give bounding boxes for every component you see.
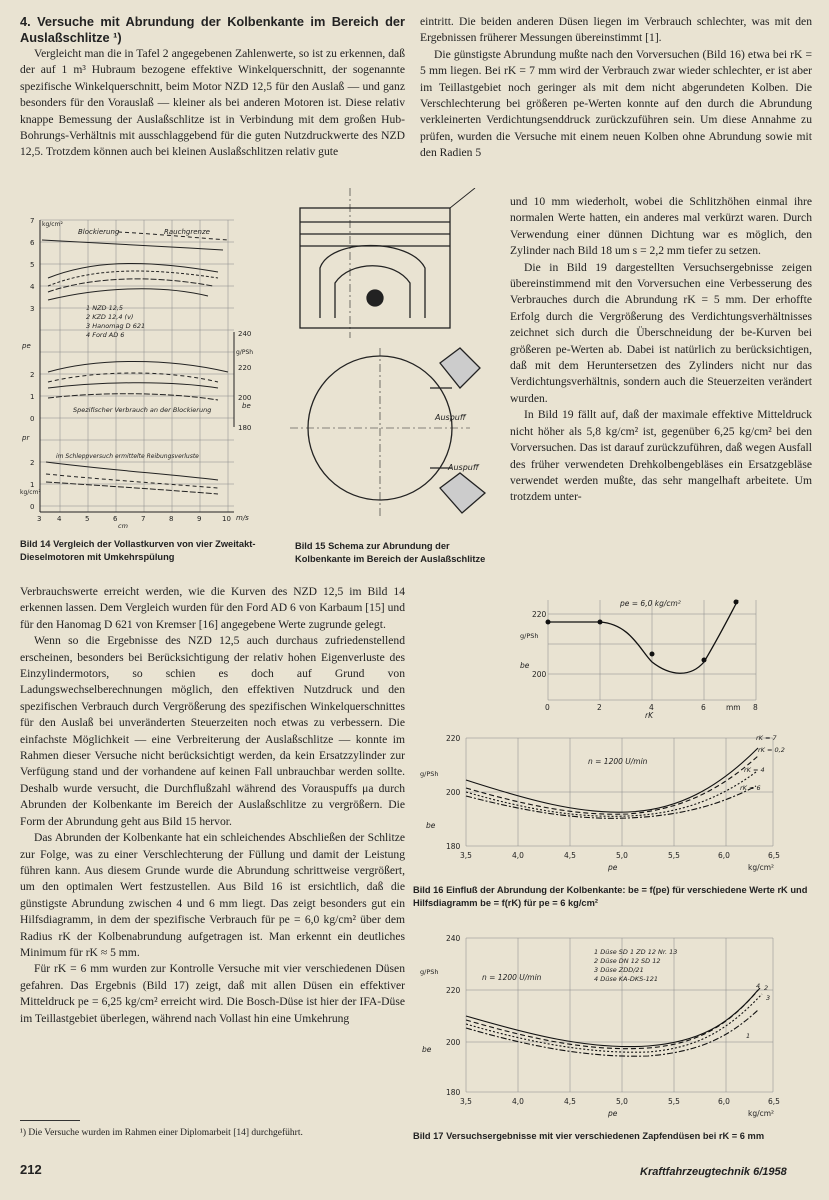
paragraph: und 10 mm wiederholt, wobei die Schlitzhöhen einmal ihre normalen Werte hatten, ein anderes mal verkürzt waren. Durch Verwendung einer dünnen Dichtung war es möglich, den Zylinder nach Bild 18 um s = 2,2 mm tiefer zu setzen. <box>510 195 812 258</box>
caption-bild16: Bild 16 Einfluß der Abrundung der Kolbenkante: be = f(pe) für verschiedene Werte rK und Hilfsdiagramm be = f(rK) für pe = 6 kg/cm² <box>413 885 808 908</box>
footnote: ¹) Die Versuche wurden im Rahmen einer Diplomarbeit [14] durchgeführt. <box>20 1128 303 1138</box>
fig14-left-tick: 6 <box>30 239 35 247</box>
figure-15 <box>290 188 505 533</box>
caption-bild15: Bild 15 Schema zur Abrundung der Kolbenkante im Bereich der Auslaßschlitze <box>295 541 486 564</box>
fig16-main-xunit: kg/cm² <box>748 863 775 872</box>
fig17-xtick: 4,0 <box>512 1097 524 1106</box>
fig16-main-xtick: 6,5 <box>768 851 780 860</box>
fig16-small-ytick: 200 <box>532 670 547 679</box>
fig17-curve-number: 1 <box>746 1032 751 1040</box>
caption-bild14: Bild 14 Vergleich der Vollastkurven von vier Zweitakt-Dieselmotoren mit Umkehrspülung <box>20 539 256 562</box>
fig17-curve-number: 2 <box>764 984 769 992</box>
fig17-ytick: 220 <box>446 986 461 995</box>
figure-16-main <box>418 728 798 876</box>
section-text-left-bottom <box>20 584 405 1027</box>
fig16-small-xtick: 8 <box>753 703 758 712</box>
fig14-x-tick: 4 <box>57 515 62 523</box>
fig17-ytick: 200 <box>446 1038 461 1047</box>
fig17-xtick: 5,0 <box>616 1097 628 1106</box>
fig16-main-xtick: 6,0 <box>718 851 730 860</box>
paragraph: eintritt. Die beiden anderen Düsen liegen im Verbrauch schlechter, was mit den Ergebnissen früherer Messungen übereinstimmt [1]. <box>420 15 812 45</box>
fig16-small-xtick: 4 <box>649 703 654 712</box>
fig14-left-tick: 2 <box>30 371 35 379</box>
fig17-ylabel: g/PSh <box>420 968 439 976</box>
fig16-curve-label: rK = 6 <box>740 784 761 792</box>
fig14-left-tick: 0 <box>30 415 35 423</box>
figure-14 <box>18 212 268 530</box>
fig17-xtick: 6,5 <box>768 1097 780 1106</box>
section-title: 4. Versuche mit Abrundung der Kolbenkante im Bereich der Auslaßschlitze ¹) <box>20 14 405 45</box>
fig14-unit-top: kg/cm² <box>42 221 63 228</box>
fig14-x-tick: 6 <box>113 515 118 523</box>
fig14-legend-1: 1 NZD 12,5 <box>86 304 124 312</box>
fig16-curve-label: rK = 7 <box>756 734 777 742</box>
fig17-legend-4: 4 Düse KA-DKS-121 <box>594 975 658 983</box>
fig16-small-xtick: 0 <box>545 703 550 712</box>
page-number: 212 <box>20 1162 42 1177</box>
fig14-x-tick: 8 <box>169 515 174 523</box>
fig16-main-ytick: 180 <box>446 842 461 851</box>
fig14-left-tick: 1 <box>30 393 35 401</box>
fig17-ysym: be <box>422 1045 432 1054</box>
fig14-left-tick: 3 <box>30 305 35 313</box>
fig17-curve-number: 3 <box>766 994 771 1002</box>
paragraph: Das Abrunden der Kolbenkante hat ein schleichendes Abschließen der Schlitze zur Folge, was zu einer Verschlechterung der Füllung und damit der Leistung führen kann. Aus diesem Grunde wurde die Abrundung schrittweise vergrößert, um den optimalen Wert festzustellen. Aus Bild 16 ist ersichtlich, daß die günstigste Abrundung zwischen 4 und 6 mm liegt. Das zeigt besonders gut ein Hilfsdiagramm, in dem der spezifische Verbrauch für pe = 6,0 kg/cm² über dem Radius rK der Kolbenabrundung aufgetragen ist. Man erkennt ein deutliches Minimum für rK ≈ 5 mm. <box>20 831 405 959</box>
fig17-annotation: n = 1200 U/min <box>482 973 542 982</box>
fig16-main-xsym: pe <box>608 863 618 872</box>
fig17-curve-number: 4 <box>756 982 761 990</box>
fig14-legend-3: 3 Hanomag D 621 <box>86 322 146 330</box>
paragraph: Für rK = 6 mm wurden zur Kontrolle Versuche mit vier verschiedenen Düsen gefahren. Das Ergebnis (Bild 17) zeigt, daß mit allen Düsen ein effektiver Mitteldruck pe = 6,25 kg/cm² erreicht wird. Die Bosch-Düse ist hier der IFA-Düse im Teillastgebiet überlegen, während nach Vollast hin eine Umkehrung <box>20 962 405 1025</box>
fig14-right-tick: 220 <box>238 364 252 372</box>
fig14-left-tick: 4 <box>30 283 35 291</box>
fig14-left-tick: 0 <box>30 503 35 511</box>
fig17-ytick: 180 <box>446 1088 461 1097</box>
fig14-right-tick: 180 <box>238 424 252 432</box>
fig16-small-xsym: rK <box>645 711 654 720</box>
fig14-rauchgrenze-label: Rauchgrenze <box>164 228 210 236</box>
fig17-ytick: 240 <box>446 934 461 943</box>
fig14-verbrauch-label: Spezifischer Verbrauch an der Blockierung <box>73 406 212 414</box>
fig14-x-tick: 5 <box>85 515 90 523</box>
auspuff-label-2: Auspuff <box>448 463 479 472</box>
fig14-left-tick: 5 <box>30 261 35 269</box>
fig14-left-tick: 1 <box>30 481 35 489</box>
paragraph: Vergleicht man die in Tafel 2 angegebenen Zahlenwerte, so ist zu erkennen, daß der auf 1 m³ Hubraum bezogene effektive Winkelquerschnitt, der sogenannte spezifische Winkelquerschnitt, beim Motor NZD 12,5 für den Auslaß — und ganz besonders für den Vorauslaß — kleiner als bei anderen Motoren ist. Diese relativ knappe Bemessung der Auslaßschlitze ist in Verbindung mit dem großen Hub-Bohrungs-Verhältnis mit ausschlaggebend für die guten Nutzdruckwerte des NZD 12,5. Trotzdem können auch bei kleinen Auslaßschlitzen relativ gute <box>20 47 405 159</box>
section-text-right-narrow <box>510 194 812 506</box>
fig16-small-ytick: 220 <box>532 610 547 619</box>
fig17-legend-2: 2 Düse DN 12 SD 12 <box>594 957 661 965</box>
fig16-main-xtick: 5,5 <box>668 851 680 860</box>
fig14-gpsh-unit: g/PSh <box>236 349 254 356</box>
fig14-left-tick: 7 <box>30 217 35 225</box>
fig16-small-annotation: pe = 6,0 kg/cm² <box>620 599 681 608</box>
fig17-xtick: 4,5 <box>564 1097 576 1106</box>
fig14-left-tick: 2 <box>30 459 35 467</box>
fig17-xtick: 5,5 <box>668 1097 680 1106</box>
fig14-x-tick: 3 <box>37 515 42 523</box>
fig16-small-xtick: 6 <box>701 703 706 712</box>
fig16-main-ylabel: g/PSh <box>420 770 439 778</box>
fig16-small-xunit: mm <box>726 703 741 712</box>
fig14-cm-symbol: cm <box>118 522 128 530</box>
fig16-main-ytick: 200 <box>446 788 461 797</box>
fig14-ms-unit: m/s <box>236 514 249 522</box>
fig14-legend-4: 4 Ford AD 6 <box>86 331 125 339</box>
paragraph: Die in Bild 19 dargestellten Versuchsergebnisse zeigen übereinstimmend mit den Vorversuchen eine Verbesserung des Verbrauches durch die Abrundung rK = 5 mm. Der erhoffte Erfolg durch die Vergrößerung des Verdichtungsverhältnisses zeichnet sich durch die Überschneidung der be-Kurven bei größeren pe-Werten ab. Dabei ist natürlich zu berücksichtigen, daß mit dem Heruntersetzen des Zylinders nicht nur das Verdichtungsverhältnis, sondern auch die Steuerzeiten verändert wurden. <box>510 260 812 405</box>
paragraph: Wenn so die Ergebnisse des NZD 12,5 auch durchaus zufriedenstellend erscheinen, besonders bei Berücksichtigung der relativ hohen Eigenverluste des Einzylindermotors, so schien es doch auf Grund von Ladungswechselberechnungen möglich, den effektiven Nutzdruck und den spezifischen Verbrauch durch Vergrößerung des spezifischen Winkelquerschnittes für den Auslaß bei unveränderten Steuerzeiten noch etwas zu verbessern. Die einfachste Möglichkeit — eine Verbreiterung der Auslaßschlitze — konnte im Rahmen dieser Versuche nicht berücksichtigt werden, da kein Ersatzzylinder zur Verfügung stand und der vorhandene auf keinen Fall unbrauchbar werden sollte. Deshalb wurde versucht, die Durchflußzahl während des Vorauspuffs μa durch Abrunden der Kolbenkante im Bereich der Auslaßschlitze zu vergrößern. Die Form der Abrundung geht aus Bild 15 hervor. <box>20 634 405 828</box>
fig17-xunit: kg/cm² <box>748 1109 775 1118</box>
fig16-main-xtick: 5,0 <box>616 851 628 860</box>
fig14-legend-2: 2 KZD 12,4 (v) <box>86 313 134 321</box>
footnote-rule <box>20 1120 80 1121</box>
fig14-unit-bottom: kg/cm² <box>20 489 41 496</box>
fig17-xtick: 3,5 <box>460 1097 472 1106</box>
fig14-pr-symbol: pr <box>22 434 30 442</box>
fig14-x-tick: 7 <box>141 515 146 523</box>
fig14-reibung-label: im Schleppversuch ermittelte Reibungsverluste <box>56 453 199 460</box>
journal-name: Kraftfahrzeugtechnik 6/1958 <box>640 1166 787 1178</box>
paragraph: Die günstigste Abrundung mußte nach den Vorversuchen (Bild 16) etwa bei rK = 5 mm liegen. Bei rK = 7 mm wird der Verbrauch zwar wieder schlechter, er ist aber im Teillastgebiet noch geringer als mit dem nicht abgerundeten Kolben. Die Verschlechterung bei größeren pe-Werten konnte auf den durch die Abrundung verkleinerten Verdichtungsenddruck zurückzuführen sein. Um diese Annahme zu prüfen, wurden die Versuche mit einem neuen Kolben ohne Abrundung sowie mit den Radien 5 <box>420 47 812 160</box>
fig16-main-ytick: 220 <box>446 734 461 743</box>
fig17-legend-1: 1 Düse SD 1 ZD 12 Nr. 13 <box>594 948 678 956</box>
figure-17 <box>418 930 798 1120</box>
fig17-legend-3: 3 Düse ZDD/21 <box>594 966 644 974</box>
section-text-left-top <box>20 14 405 161</box>
figure-16-hilfsdiagramm <box>520 590 765 720</box>
fig17-xsym: pe <box>608 1109 618 1118</box>
fig17-xtick: 6,0 <box>718 1097 730 1106</box>
fig16-main-xtick: 3,5 <box>460 851 472 860</box>
paragraph: In Bild 19 fällt auf, daß der maximale effektive Mitteldruck nicht höher als 5,8 kg/cm² ist, gegenüber 6,25 kg/cm² bei den Vorversuchen. Das ist darauf zurückzuführen, daß wegen Ausfall des früher verwendeten Drehkolbengebläses ein Ersatzgebläse verwendet werden mußte, das sehr mangelhaft arbeitete. Um trotzdem unter- <box>510 408 812 504</box>
fig16-main-ysym: be <box>426 821 436 830</box>
section-text-right-top <box>420 14 812 162</box>
fig14-blockierung-label: Blockierung <box>78 228 120 236</box>
fig16-main-xtick: 4,5 <box>564 851 576 860</box>
fig16-curve-label: rK = 4 <box>744 766 765 774</box>
fig16-small-xtick: 2 <box>597 703 602 712</box>
fig16-main-annotation: n = 1200 U/min <box>588 757 648 766</box>
fig14-right-tick: 200 <box>238 394 252 402</box>
fig14-pe-symbol: pe <box>22 342 31 350</box>
fig14-be-symbol: be <box>242 402 251 410</box>
fig14-x-tick: 10 <box>222 515 231 523</box>
fig14-right-tick: 240 <box>238 330 252 338</box>
fig16-small-ysym: be <box>520 661 530 670</box>
fig16-main-xtick: 4,0 <box>512 851 524 860</box>
paragraph: Verbrauchswerte erreicht werden, wie die Kurven des NZD 12,5 im Bild 14 erkennen lassen. Dem Vergleich wurden für den Ford AD 6 von Karbaum [15] und für den Hanomag D 621 von Kremser [16] angegebene Werte zugrunde gelegt. <box>20 585 405 631</box>
auspuff-label-1: Auspuff <box>435 413 466 422</box>
fig16-small-ylabel: g/PSh <box>520 632 539 640</box>
fig14-x-tick: 9 <box>197 515 202 523</box>
fig16-curve-label: rK = 0,2 <box>758 746 785 754</box>
caption-bild17: Bild 17 Versuchsergebnisse mit vier verschiedenen Zapfendüsen bei rK = 6 mm <box>413 1131 765 1141</box>
